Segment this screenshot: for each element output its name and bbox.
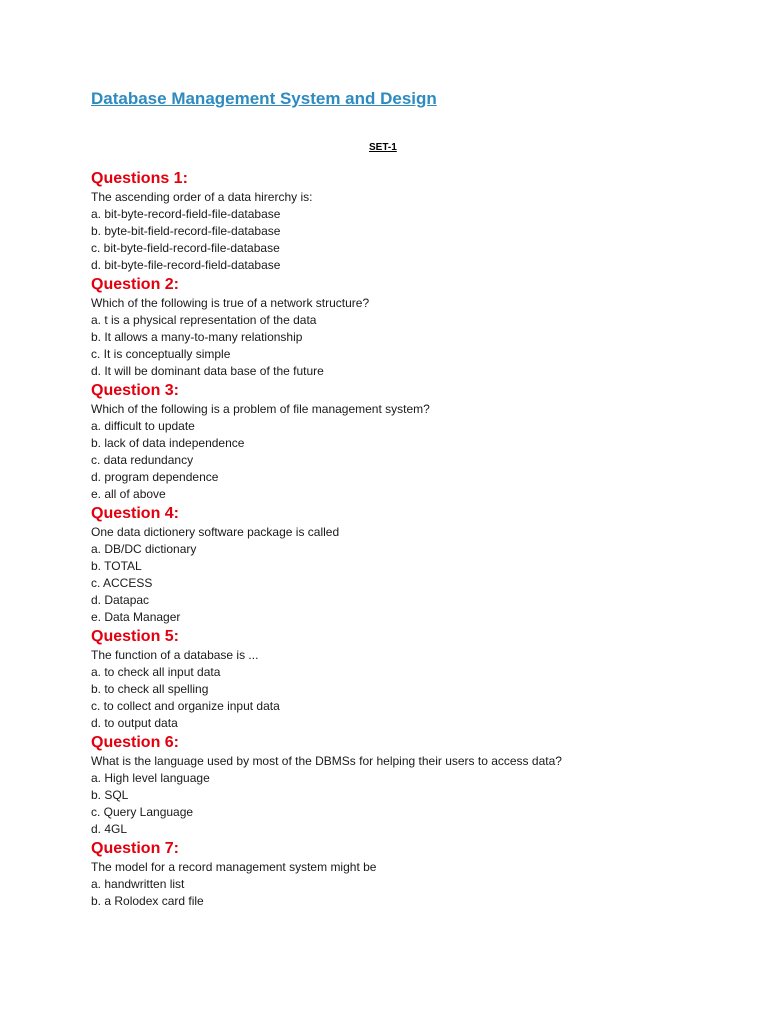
answer-option: b. byte-bit-field-record-file-database (91, 224, 281, 238)
answer-option: d. 4GL (91, 822, 128, 836)
answer-option: b. It allows a many-to-many relationship (91, 330, 303, 344)
question-block (91, 838, 731, 910)
question-heading: Question 6: (91, 734, 180, 751)
answer-option: b. lack of data independence (91, 436, 245, 450)
answer-option: b. SQL (91, 788, 129, 802)
answer-option: a. bit-byte-record-field-file-database (91, 207, 281, 221)
answer-option: b. a Rolodex card file (91, 894, 204, 908)
answer-option: d. program dependence (91, 470, 219, 484)
question-heading: Question 4: (91, 505, 180, 522)
answer-option: d. Datapac (91, 593, 150, 607)
answer-option: c. ACCESS (91, 576, 153, 590)
answer-option: e. all of above (91, 487, 166, 501)
answer-option: e. Data Manager (91, 610, 181, 624)
question-block (91, 274, 731, 380)
question-block (91, 380, 731, 503)
answer-option: b. to check all spelling (91, 682, 209, 696)
question-heading: Question 3: (91, 382, 180, 399)
answer-option: a. t is a physical representation of the data (91, 313, 317, 327)
question-heading: Question 2: (91, 276, 180, 293)
question-text: Which of the following is true of a network structure? (91, 296, 370, 310)
question-text: The function of a database is ... (91, 648, 259, 662)
set-label: SET-1 (369, 142, 397, 153)
answer-option: c. to collect and organize input data (91, 699, 280, 713)
document-title: Database Management System and Design (91, 89, 437, 108)
answer-option: d. bit-byte-file-record-field-database (91, 258, 281, 272)
question-text: One data dictionery software package is called (91, 525, 340, 539)
answer-option: a. to check all input data (91, 665, 221, 679)
answer-option: c. Query Language (91, 805, 194, 819)
answer-option: d. to output data (91, 716, 178, 730)
question-text: The ascending order of a data hirerchy is: (91, 190, 313, 204)
question-text: Which of the following is a problem of file management system? (91, 402, 430, 416)
question-text: The model for a record management system might be (91, 860, 377, 874)
question-text: What is the language used by most of the DBMSs for helping their users to access data? (91, 754, 562, 768)
question-heading: Question 5: (91, 628, 180, 645)
answer-option: d. It will be dominant data base of the future (91, 364, 324, 378)
answer-option: c. bit-byte-field-record-file-database (91, 241, 280, 255)
answer-option: a. difficult to update (91, 419, 195, 433)
question-heading: Questions 1: (91, 170, 188, 187)
answer-option: a. handwritten list (91, 877, 185, 891)
question-list (91, 168, 731, 910)
answer-option: b. TOTAL (91, 559, 142, 573)
question-heading: Question 7: (91, 840, 180, 857)
question-block (91, 626, 731, 732)
question-block (91, 503, 731, 626)
answer-option: a. High level language (91, 771, 210, 785)
answer-option: a. DB/DC dictionary (91, 542, 197, 556)
question-block (91, 732, 731, 838)
question-block (91, 168, 731, 274)
answer-option: c. It is conceptually simple (91, 347, 231, 361)
answer-option: c. data redundancy (91, 453, 194, 467)
